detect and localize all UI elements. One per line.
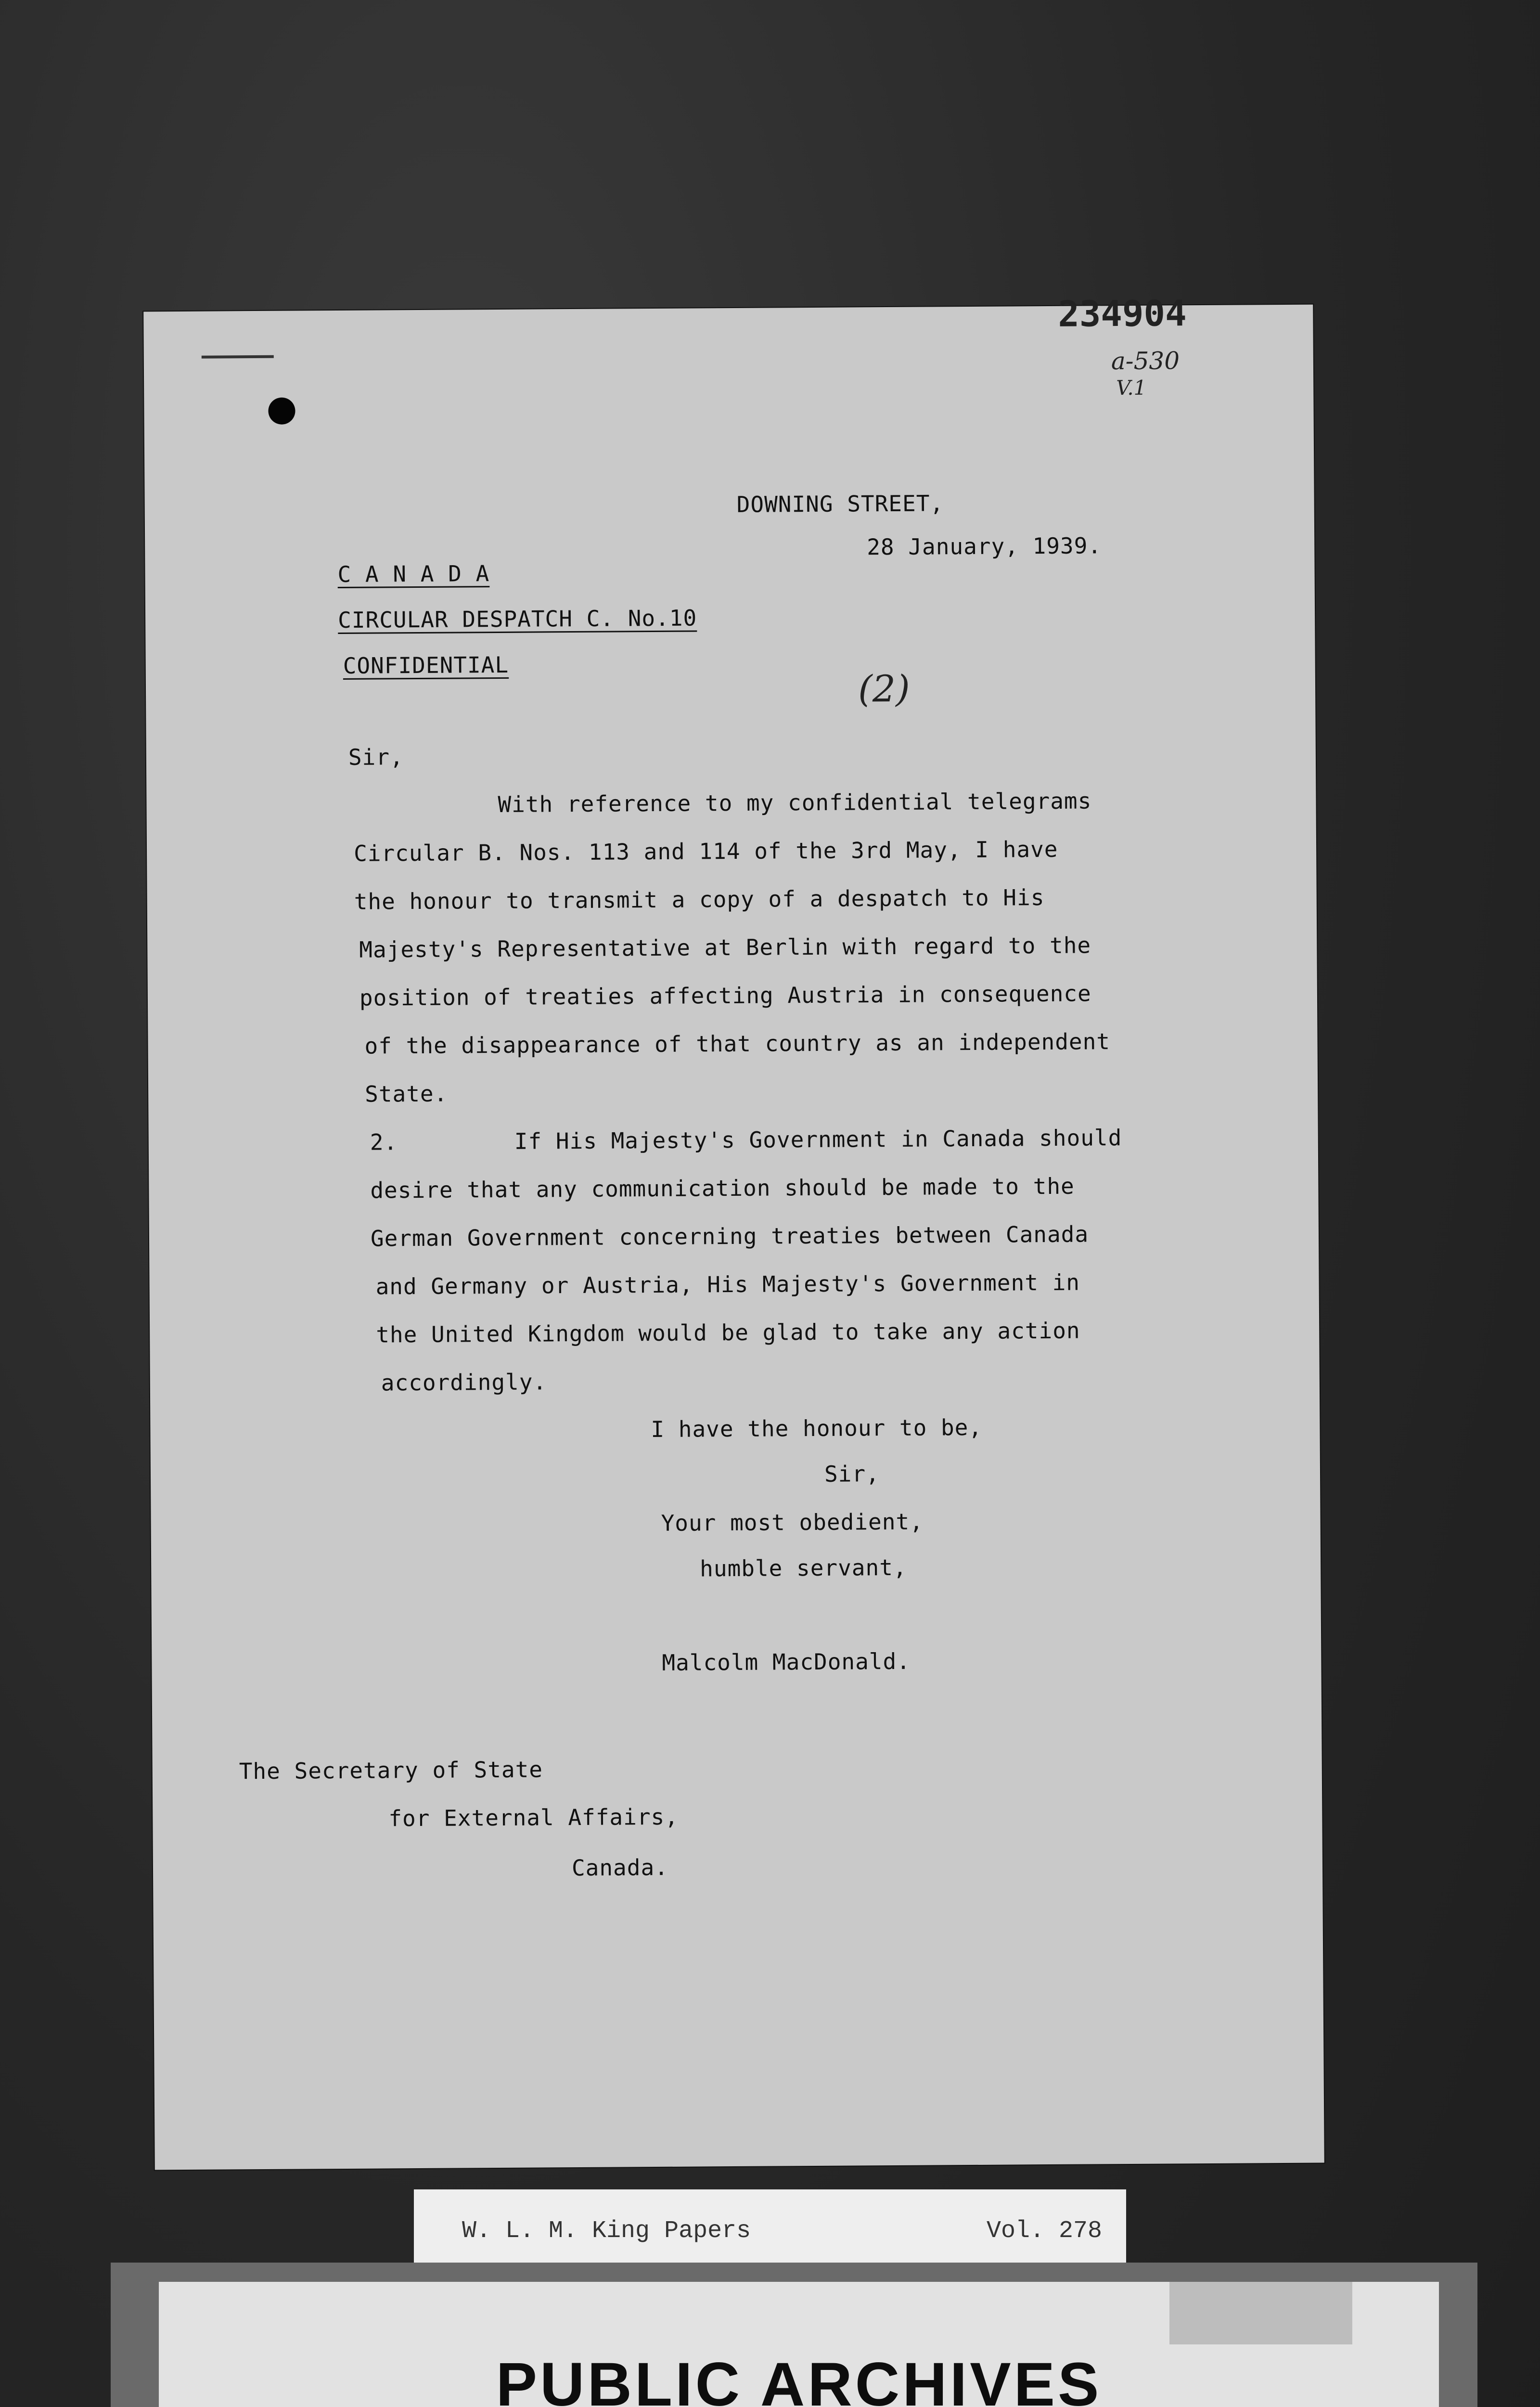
paragraph-2-line: accordingly. bbox=[381, 1369, 547, 1396]
paragraph-1-line: of the disappearance of that country as an independent bbox=[364, 1028, 1111, 1059]
closing-line: Sir, bbox=[824, 1461, 880, 1487]
closing-line: Your most obedient, bbox=[661, 1508, 924, 1536]
signature: Malcolm MacDonald. bbox=[662, 1648, 911, 1676]
recipient-line: for External Affairs, bbox=[388, 1803, 679, 1832]
archive-label-line-1: PUBLIC ARCHIVES bbox=[496, 2350, 1102, 2407]
margin-note: (2) bbox=[858, 667, 910, 711]
closing-line: humble servant, bbox=[700, 1554, 907, 1582]
paragraph-1-line: the honour to transmit a copy of a despatch to His bbox=[354, 884, 1045, 915]
document-number: 234904 bbox=[1058, 293, 1187, 335]
paragraph-1-line: position of treaties affecting Austria in consequence bbox=[359, 980, 1091, 1011]
sender-address: DOWNING STREET, bbox=[736, 490, 944, 518]
archive-label bbox=[159, 2282, 1439, 2407]
collection-name: W. L. M. King Papers bbox=[462, 2217, 751, 2245]
paragraph-2-line: and Germany or Austria, His Majesty's Government in bbox=[375, 1269, 1080, 1300]
despatch-reference: CIRCULAR DESPATCH C. No.10 bbox=[337, 605, 697, 634]
letter-date: 28 January, 1939. bbox=[867, 532, 1102, 560]
punch-hole bbox=[268, 398, 295, 425]
hand-note-1: a-530 bbox=[1111, 347, 1180, 375]
classification: CONFIDENTIAL bbox=[343, 651, 509, 679]
salutation: Sir, bbox=[348, 744, 404, 770]
paragraph-1-line: Majesty's Representative at Berlin with regard to the bbox=[359, 932, 1091, 963]
paragraph-1-line: With reference to my confidential telegrams bbox=[498, 788, 1092, 817]
letter-page bbox=[143, 293, 1324, 2170]
margin-mark bbox=[202, 355, 274, 359]
country-heading: C A N A D A bbox=[337, 560, 490, 588]
paragraph-2-number: 2. bbox=[370, 1129, 398, 1155]
paragraph-2-line: desire that any communication should be made to the bbox=[370, 1173, 1075, 1204]
paragraph-1-line: Circular B. Nos. 113 and 114 of the 3rd May, I have bbox=[353, 836, 1058, 867]
volume-number: Vol. 278 bbox=[987, 2217, 1103, 2245]
tape-piece bbox=[1169, 2282, 1352, 2344]
paragraph-2-line: German Government concerning treaties between Canada bbox=[370, 1221, 1089, 1252]
recipient-line: The Secretary of State bbox=[239, 1756, 543, 1785]
paragraph-2-line: If His Majesty's Government in Canada should bbox=[514, 1125, 1122, 1154]
paragraph-1-line: State. bbox=[365, 1080, 448, 1107]
recipient-line: Canada. bbox=[571, 1854, 669, 1881]
paragraph-2-line: the United Kingdom would be glad to take any action bbox=[376, 1317, 1080, 1348]
hand-note-2: V.1 bbox=[1116, 375, 1147, 400]
closing-line: I have the honour to be, bbox=[651, 1414, 983, 1443]
